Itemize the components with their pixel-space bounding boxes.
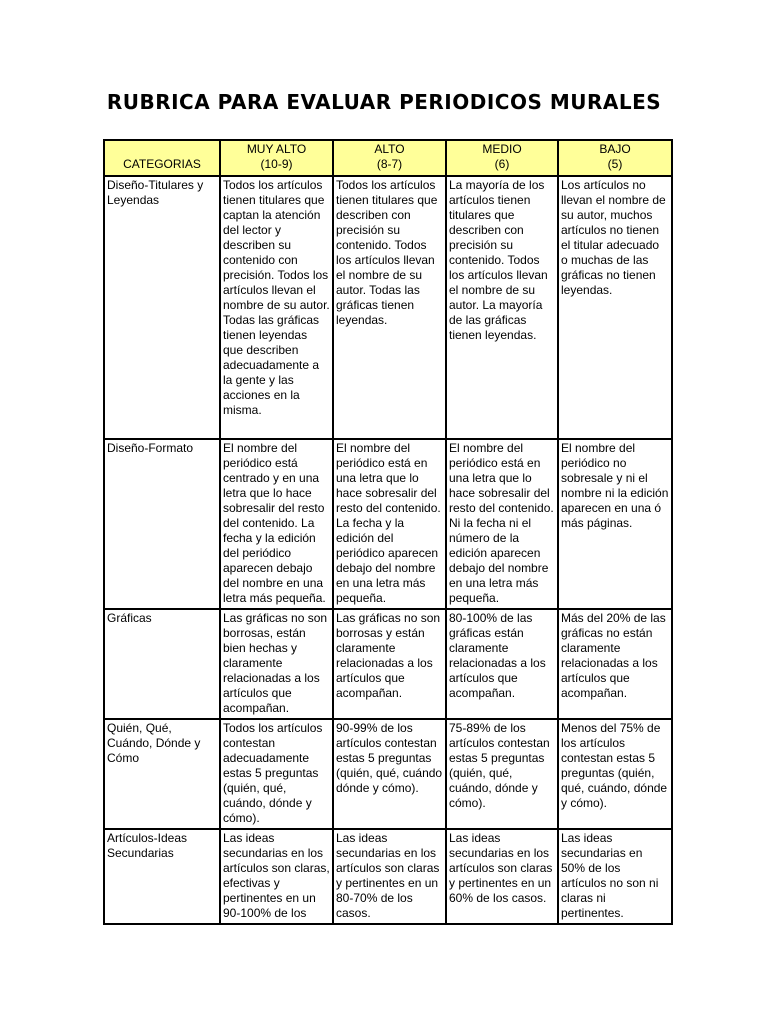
rubric-cell: La mayoría de los artículos tienen titulares que describen con precisión su contenido. Todos los artículos llevan el nombre de su autor. La mayoría de las gráficas tienen leyendas. bbox=[446, 176, 558, 439]
header-row bbox=[104, 140, 672, 176]
rubric-cell: Todos los artículos tienen titulares que describen con precisión su contenido. Todos los artículos llevan el nombre de su autor. Todas las gráficas tienen leyendas. bbox=[333, 176, 446, 439]
level-name: BAJO bbox=[599, 142, 631, 156]
rubric-cell: El nombre del periódico no sobresale y ni el nombre ni la edición aparecen en una ó más páginas. bbox=[558, 439, 672, 609]
rubric-cell: El nombre del periódico está centrado y en una letra que lo hace sobresalir del resto del contenido. La fecha y la edición del periódico aparecen debajo del nombre en una letra más pequeña. bbox=[220, 439, 333, 609]
rubric-cell: Las gráficas no son borrosas, están bien hechas y claramente relacionadas a los artículos que acompañan. bbox=[220, 609, 333, 719]
rubric-cell: 90-99% de los artículos contestan estas 5 preguntas (quién, qué, cuándo dónde y cómo). bbox=[333, 719, 446, 829]
header-level-bajo bbox=[558, 140, 672, 176]
rubric-cell: Las ideas secundarias en los artículos son claras y pertinentes en un 80-70% de los casos. bbox=[333, 829, 446, 924]
rubric-cell: Más del 20% de las gráficas no están claramente relacionadas a los artículos que acompañan. bbox=[558, 609, 672, 719]
table-row bbox=[104, 176, 672, 439]
row-category: Gráficas bbox=[104, 609, 220, 719]
rubric-cell: 80-100% de las gráficas están claramente relacionadas a los artículos que acompañan. bbox=[446, 609, 558, 719]
row-category: Diseño-Titulares y Leyendas bbox=[104, 176, 220, 439]
level-name: MUY ALTO bbox=[246, 142, 307, 156]
rubric-cell: Las gráficas no son borrosas y están claramente relacionadas a los artículos que acompañan. bbox=[333, 609, 446, 719]
level-points: (6) bbox=[494, 157, 510, 171]
table-row bbox=[104, 439, 672, 609]
rubric-cell: Menos del 75% de los artículos contestan estas 5 preguntas (quién, qué, cuándo, dónde y cómo). bbox=[558, 719, 672, 829]
table-row bbox=[104, 829, 672, 924]
rubric-cell: Las ideas secundarias en los artículos son claras, efectivas y pertinentes en un 90-100% de los bbox=[220, 829, 333, 924]
header-categories: CATEGORIAS bbox=[104, 140, 220, 176]
level-name: ALTO bbox=[374, 142, 405, 156]
header-level-muy-alto bbox=[220, 140, 333, 176]
table-row bbox=[104, 609, 672, 719]
level-name: MEDIO bbox=[482, 142, 522, 156]
rubric-table bbox=[103, 139, 673, 925]
level-points: (10-9) bbox=[260, 157, 293, 171]
header-level-medio bbox=[446, 140, 558, 176]
rubric-cell: El nombre del periódico está en una letra que lo hace sobresalir del resto del contenido. Ni la fecha ni el número de la edición aparecen debajo del nombre en una letra más pequeña. bbox=[446, 439, 558, 609]
header-level-alto bbox=[333, 140, 446, 176]
rubric-cell: 75-89% de los artículos contestan estas 5 preguntas (quién, qué, cuándo, dónde y cómo). bbox=[446, 719, 558, 829]
rubric-cell: Todos los artículos tienen titulares que captan la atención del lector y describen su contenido con precisión. Todos los artículos llevan el nombre de su autor. Todas las gráficas tienen leyendas que describen adecuadamente a la gente y las acciones en la misma. bbox=[220, 176, 333, 439]
rubric-cell: Todos los artículos contestan adecuadamente estas 5 preguntas (quién, qué, cuándo, dónde y cómo). bbox=[220, 719, 333, 829]
rubric-cell: Los artículos no llevan el nombre de su autor, muchos artículos no tienen el titular adecuado o muchas de las gráficas no tienen leyendas. bbox=[558, 176, 672, 439]
row-category: Diseño-Formato bbox=[104, 439, 220, 609]
rubric-cell: El nombre del periódico está en una letra que lo hace sobresalir del resto del contenido. La fecha y la edición del periódico aparecen debajo del nombre en una letra más pequeña. bbox=[333, 439, 446, 609]
rubric-cell: Las ideas secundarias en 50% de los artículos no son ni claras ni pertinentes. bbox=[558, 829, 672, 924]
row-category: Artículos-Ideas Secundarias bbox=[104, 829, 220, 924]
table-row bbox=[104, 719, 672, 829]
row-category: Quién, Qué, Cuándo, Dónde y Cómo bbox=[104, 719, 220, 829]
level-points: (8-7) bbox=[376, 157, 403, 171]
level-points: (5) bbox=[607, 157, 623, 171]
page-title: RUBRICA PARA EVALUAR PERIODICOS MURALES bbox=[106, 90, 662, 114]
rubric-cell: Las ideas secundarias en los artículos son claras y pertinentes en un 60% de los casos. bbox=[446, 829, 558, 924]
